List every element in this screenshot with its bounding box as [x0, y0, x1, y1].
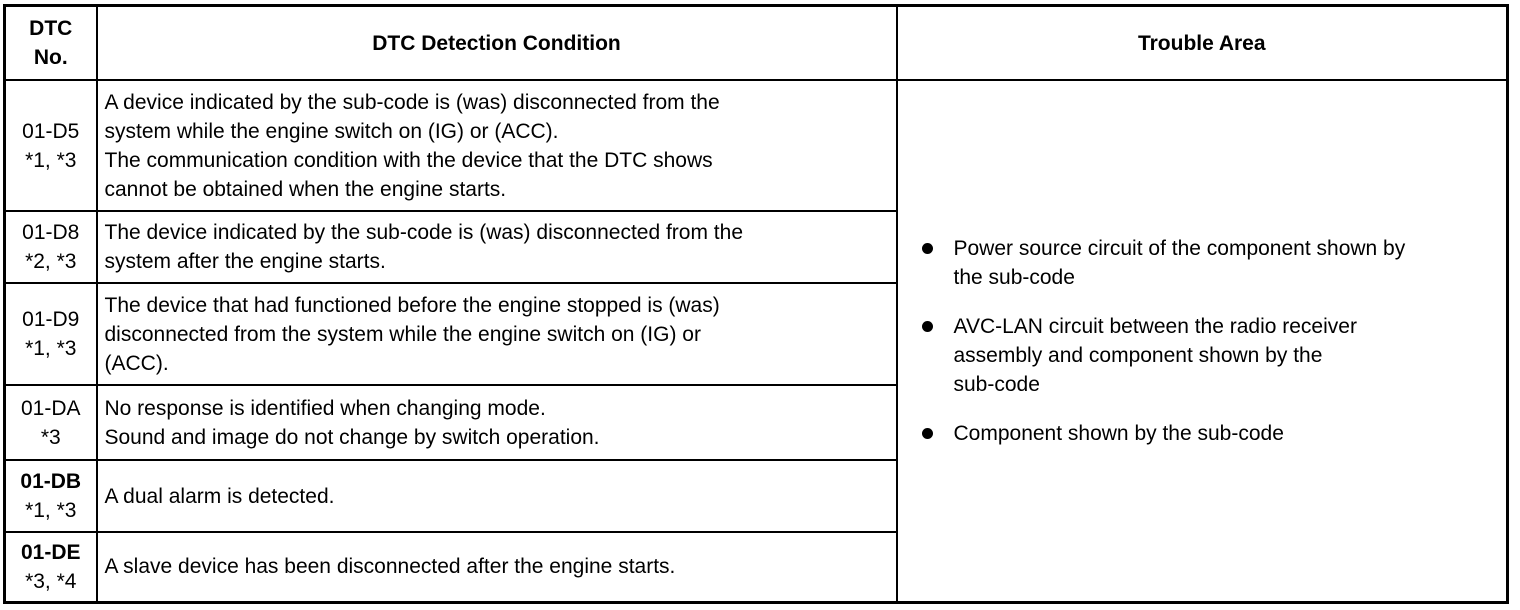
dtc-code: 01-DA — [20, 396, 81, 420]
trouble-area-line: sub-code — [953, 372, 1040, 396]
detection-condition-cell — [97, 385, 897, 460]
condition-line: Sound and image do not change by switch operation. — [104, 425, 600, 449]
dtc-note: *1, *3 — [25, 148, 77, 172]
trouble-area-cell — [897, 80, 1508, 602]
trouble-area-line: Power source circuit of the component shown by — [953, 236, 1406, 260]
dtc-code: 01-DE — [20, 540, 81, 564]
bullet-dot-icon — [922, 243, 933, 254]
condition-line: (ACC). — [104, 351, 169, 375]
dtc-note: *1, *3 — [25, 337, 77, 360]
dtc-code: 01-D9 — [22, 308, 80, 331]
condition-line: A dual alarm is detected. — [104, 484, 335, 508]
condition-line: No response is identified when changing mode. — [104, 396, 546, 420]
condition-line: The communication condition with the device that the DTC shows — [104, 148, 713, 172]
detection-condition-cell — [97, 460, 897, 532]
bullet-dot-icon — [922, 321, 933, 332]
dtc-note: *1, *3 — [25, 499, 77, 522]
dtc-note: *3, *4 — [25, 569, 77, 593]
dtc-table — [3, 4, 1509, 604]
dtc-number-cell — [5, 283, 97, 385]
table-row — [5, 80, 1508, 211]
condition-line: system after the engine starts. — [104, 250, 386, 273]
dtc-code: 01-D8 — [22, 221, 80, 244]
detection-condition-cell — [97, 80, 897, 211]
header-dtc-no-line2: No. — [33, 46, 68, 69]
dtc-number-cell — [5, 385, 97, 460]
trouble-area-line: the sub-code — [953, 265, 1075, 289]
condition-line: The device that had functioned before the engine stopped is (was) — [104, 293, 720, 317]
header-trouble-area: Trouble Area — [897, 6, 1508, 81]
dtc-number-cell — [5, 80, 97, 211]
trouble-area-line: AVC-LAN circuit between the radio receiver — [953, 314, 1357, 338]
header-detection-condition: DTC Detection Condition — [97, 6, 897, 81]
dtc-note: *2, *3 — [25, 250, 77, 273]
condition-line: system while the engine switch on (IG) or (ACC). — [104, 119, 559, 143]
trouble-area-item — [922, 234, 1497, 292]
header-dtc-no-line1: DTC — [29, 17, 73, 40]
detection-condition-cell — [97, 211, 897, 283]
dtc-note: *3 — [40, 425, 61, 449]
table-header-row — [5, 6, 1508, 81]
condition-line: A slave device has been disconnected after the engine starts. — [104, 555, 676, 579]
trouble-area-line: assembly and component shown by the — [953, 343, 1323, 367]
condition-line: The device indicated by the sub-code is (was) disconnected from the — [104, 221, 744, 244]
detection-condition-cell — [97, 532, 897, 602]
condition-line: A device indicated by the sub-code is (was) disconnected from the — [104, 90, 720, 114]
condition-line: disconnected from the system while the engine switch on (IG) or — [104, 322, 701, 346]
dtc-number-cell — [5, 211, 97, 283]
trouble-area-list — [922, 234, 1497, 448]
dtc-number-cell — [5, 532, 97, 602]
trouble-area-line: Component shown by the sub-code — [953, 421, 1284, 445]
detection-condition-cell — [97, 283, 897, 385]
trouble-area-item — [922, 312, 1497, 399]
dtc-code: 01-D5 — [22, 119, 80, 143]
condition-line: cannot be obtained when the engine starts. — [104, 177, 507, 201]
bullet-dot-icon — [922, 428, 933, 439]
header-dtc-no — [5, 6, 97, 81]
dtc-number-cell — [5, 460, 97, 532]
dtc-code: 01-DB — [20, 470, 82, 493]
trouble-area-item — [922, 419, 1497, 448]
